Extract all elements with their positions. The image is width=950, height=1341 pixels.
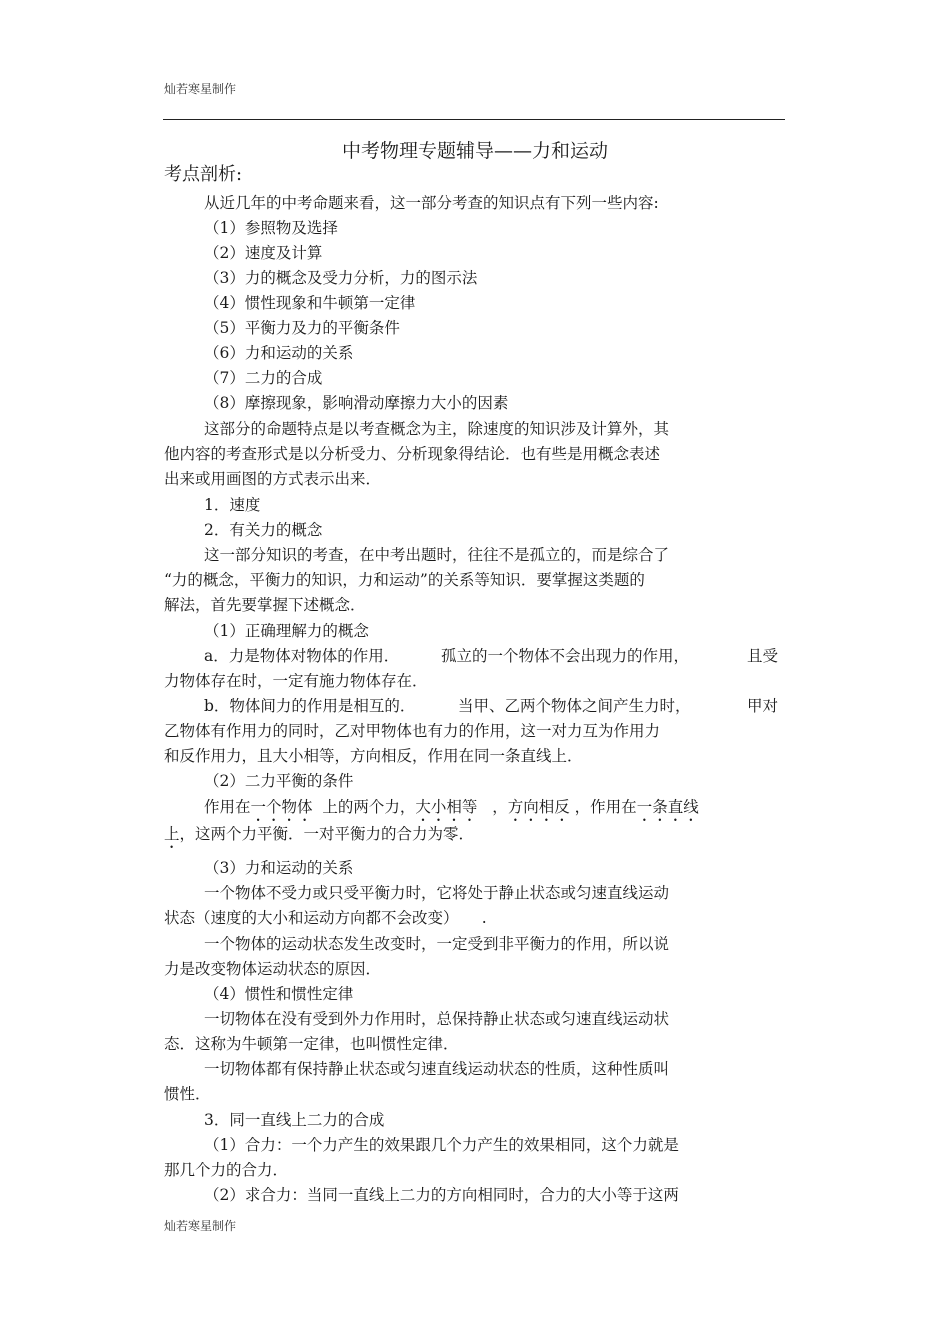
p3-line: 一个物体不受力或只受平衡力时，它将处于静止状态或匀速直线运动 [204,884,670,902]
s3-line: （2）求合力：当同一直线上二力的方向相同时，合力的大小等于这两 [204,1186,679,1204]
emphasis-same-line: 一条直线 [636,798,699,816]
point-item: （8）摩擦现象，影响滑动摩擦力大小的因素 [204,394,509,412]
footer-maker: 灿若寒星制作 [164,1219,237,1233]
p4-line: 一切物体在没有受到外力作用时，总保持静止状态或匀速直线运动状 [204,1010,670,1028]
section-1-heading: 1．速度 [204,496,261,514]
balance-text: ，作用在 [574,798,637,816]
page-title: 中考物理专题辅导——力和运动 [341,140,608,162]
section-2-heading: 2．有关力的概念 [204,521,323,539]
header-rule [163,119,785,120]
balance-text: 上的两个力， [322,798,416,816]
features-line: 这部分的命题特点是以考查概念为主，除速度的知识涉及计算外，其 [204,420,670,438]
point-a-part2: 孤立的一个物体不会出现力的作用， [441,647,690,665]
s2-intro-line: “力的概念，平衡力的知识，力和运动”的关系等知识．要掌握这类题的 [164,571,645,589]
balance-text: ，这两个力平衡．一对平衡力的合力为零． [179,825,475,843]
emphasis-on: 上 [164,825,180,843]
emphasis-equal-magnitude: 大小相等 [415,798,478,816]
point-item: （5）平衡力及力的平衡条件 [204,319,400,337]
features-line: 他内容的考查形式是以分析受力、分析现象得结论．也有些是用概念表述 [164,445,661,463]
point-b-line2: 乙物体有作用力的同时，乙对甲物体也有力的作用，这一对力互为作用力 [164,722,661,740]
point-item: （6）力和运动的关系 [204,344,354,362]
point-b-part1: b．物体间力的作用是相互的． [204,697,416,715]
s3-line: 那几个力的合力． [164,1161,289,1179]
header-maker: 灿若寒星制作 [164,82,237,96]
p4-line: 一切物体都有保持静止状态或匀速直线运动状态的性质，这种性质叫 [204,1060,670,1078]
balance-text: 作用在 [204,798,251,816]
s3-line: （1）合力：一个力产生的效果跟几个力产生的效果相同，这个力就是 [204,1136,679,1154]
p3-line: 力是改变物体运动状态的原因． [164,960,382,978]
point-item: （2）速度及计算 [204,244,323,262]
s2-intro-line: 这一部分知识的考查，在中考出题时，往往不是孤立的，而是综合了 [204,546,670,564]
section-heading: 考点剖析: [164,164,243,185]
emphasis-opposite-direction: 方向相反 [507,798,570,816]
p4-line: 惯性． [164,1085,211,1103]
balance-conditions-line [204,796,699,825]
features-line: 出来或用画图的方式表示出来． [164,470,382,488]
point-a-part3: 且受 [747,647,779,665]
point-item: （7）二力的合成 [204,369,323,387]
point-a-line2: 力物体存在时，一定有施力物体存在． [164,672,428,690]
sub-heading-3: （3）力和运动的关系 [204,859,354,877]
balance-text: ， [492,798,508,816]
point-item: （1）参照物及选择 [204,219,338,237]
p3-line: 状态（速度的大小和运动方向都不会改变） . [164,909,487,927]
sub-heading-1: （1）正确理解力的概念 [204,622,369,640]
point-b-part2: 当甲、乙两个物体之间产生力时， [458,697,691,715]
emphasis-one-object: 一个物体 [250,798,313,816]
p4-line: 态．这称为牛顿第一定律，也叫惯性定律． [164,1035,459,1053]
intro-line: 从近几年的中考命题来看，这一部分考查的知识点有下列一些内容: [204,194,659,212]
point-b-line3: 和反作用力，且大小相等，方向相反，作用在同一条直线上． [164,747,583,765]
point-item: （3）力的概念及受力分析，力的图示法 [204,269,478,287]
section-3-heading: 3．同一直线上二力的合成 [204,1111,385,1129]
balance-conditions-line2 [164,823,474,852]
s2-intro-line: 解法，首先要掌握下述概念． [164,596,366,614]
point-item: （4）惯性现象和牛顿第一定律 [204,294,416,312]
point-a-part1: a．力是物体对物体的作用． [204,647,400,665]
sub-heading-4: （4）惯性和惯性定律 [204,985,354,1003]
point-b-part3: 甲对 [747,697,779,715]
p3-line: 一个物体的运动状态发生改变时，一定受到非平衡力的作用，所以说 [204,935,670,953]
sub-heading-2: （2）二力平衡的条件 [204,772,354,790]
